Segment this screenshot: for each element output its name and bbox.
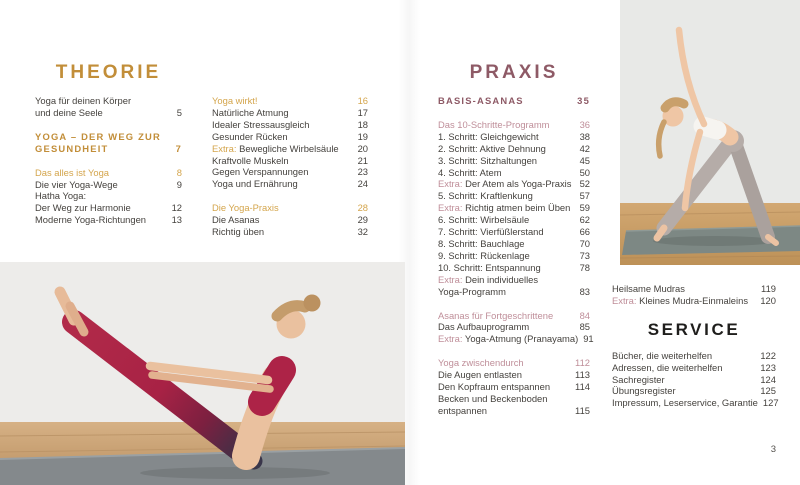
toc-entry-page: 113	[575, 369, 590, 381]
toc-entry-page: 112	[575, 357, 590, 369]
toc-entry	[612, 385, 776, 397]
toc-entry-label: 3. Schritt: Sitzhaltungen	[438, 154, 538, 166]
toc-entry	[438, 310, 590, 322]
toc-entry	[438, 357, 590, 369]
toc-entry	[438, 119, 590, 131]
toc-entry-label: Extra: Richtig atmen beim Üben	[438, 202, 571, 214]
toc-entry	[212, 178, 368, 190]
toc-entry-page: 23	[357, 166, 368, 178]
toc-entry	[612, 350, 776, 362]
toc-entry-label: 9. Schritt: Rückenlage	[438, 249, 530, 261]
toc-entry-label: entspannen	[438, 404, 488, 416]
toc-entry-label: Yoga für deinen Körper	[35, 95, 132, 106]
toc-entry-label: Extra: Der Atem als Yoga-Praxis	[438, 178, 572, 190]
toc-entry-label: Yoga und Ernährung	[212, 178, 298, 190]
toc-entry-page: 57	[579, 190, 590, 202]
toc-entry-label: Gesunder Rücken	[212, 130, 288, 142]
toc-entry-page: 8	[176, 166, 182, 178]
toc-entry	[438, 190, 590, 202]
toc-entry-page: 18	[357, 118, 368, 130]
toc-block	[612, 349, 779, 410]
toc-entry	[35, 190, 182, 202]
toc-entry-page: 120	[760, 294, 776, 306]
toc-entry-page: 45	[579, 154, 590, 166]
toc-entry-page: 70	[579, 237, 590, 249]
theorie-heading: THEORIE	[55, 62, 162, 83]
toc-entry-label: Die vier Yoga-Wege	[35, 178, 118, 190]
toc-entry-page: 35	[577, 95, 590, 106]
toc-entry	[438, 238, 590, 250]
extra-prefix: Extra:	[438, 273, 463, 285]
toc-entry	[438, 95, 590, 107]
toc-entry	[438, 143, 590, 155]
toc-entry-label: Becken und Beckenboden	[438, 392, 548, 404]
toc-entry	[438, 286, 590, 298]
toc-entry-label: Das 10-Schritte-Programm	[438, 118, 550, 130]
toc-entry-page: 115	[575, 404, 590, 416]
toc-block	[212, 202, 368, 238]
mudras-block	[612, 283, 776, 307]
toc-entry-label: Die Yoga-Praxis	[212, 202, 279, 214]
toc-entry	[212, 166, 368, 178]
service-block	[612, 349, 779, 410]
toc-entry-page: 119	[761, 283, 776, 294]
toc-entry-page: 52	[579, 178, 590, 190]
toc-entry-label: 7. Schritt: Vierfüßlerstand	[438, 226, 544, 238]
toc-entry-label: 1. Schritt: Gleichgewicht	[438, 130, 539, 142]
toc-block	[612, 283, 776, 307]
toc-entry-page: 28	[357, 202, 368, 214]
toc-entry-label: BASIS-ASANAS	[438, 95, 524, 106]
photo-triangle-pose	[620, 0, 800, 265]
toc-entry-page: 59	[579, 202, 590, 214]
toc-entry	[438, 155, 590, 167]
toc-entry-page: 123	[760, 361, 776, 373]
toc-entry	[438, 369, 590, 381]
toc-entry-label: YOGA – DER WEG ZUR	[35, 130, 161, 142]
toc-entry	[212, 131, 368, 143]
toc-entry-label: Extra: Yoga-Atmung (Pranayama)	[438, 333, 579, 345]
toc-entry-label: Übungsregister	[612, 385, 676, 397]
toc-column-praxis-1	[438, 95, 594, 429]
toc-entry	[212, 143, 368, 155]
toc-entry-label: Gegen Verspannungen	[212, 166, 309, 178]
toc-entry-page: 17	[357, 106, 368, 118]
photo-boat-pose	[0, 262, 405, 485]
toc-entry-page: 19	[357, 130, 368, 142]
toc-entry-label: Heilsame Mudras	[612, 283, 685, 294]
toc-entry-label: Yoga zwischendurch	[438, 357, 524, 369]
toc-block	[35, 95, 182, 119]
toc-entry-page: 21	[357, 154, 368, 166]
toc-entry	[212, 119, 368, 131]
toc-entry	[212, 107, 368, 119]
toc-entry	[35, 202, 182, 214]
toc-entry	[438, 405, 590, 417]
toc-entry	[438, 381, 590, 393]
toc-entry-page: 127	[762, 397, 779, 409]
extra-prefix: Extra:	[438, 178, 463, 190]
extra-prefix: Extra:	[438, 333, 463, 345]
toc-entry	[212, 95, 368, 107]
toc-block	[438, 309, 594, 346]
toc-entry-label: 4. Schritt: Atem	[438, 166, 502, 178]
toc-entry	[438, 250, 590, 262]
toc-entry-page: 36	[579, 118, 590, 130]
toc-entry-label: Das alles ist Yoga	[35, 166, 110, 178]
toc-entry	[35, 107, 182, 119]
toc-block	[438, 357, 590, 417]
toc-block	[212, 95, 368, 190]
toc-entry-page: 83	[579, 285, 590, 297]
toc-entry	[438, 178, 590, 190]
toc-entry-label: Yoga-Programm	[438, 285, 506, 297]
toc-entry-label: Adressen, die weiterhelfen	[612, 361, 723, 373]
toc-entry-label: GESUNDHEIT	[35, 142, 109, 154]
toc-entry-label: Die Asanas	[212, 214, 260, 226]
toc-entry	[35, 131, 182, 143]
toc-entry	[612, 374, 776, 386]
toc-entry-page: 42	[579, 142, 590, 154]
toc-entry-label: Richtig üben	[212, 226, 265, 238]
toc-entry-page: 91	[583, 333, 594, 345]
toc-entry-label: Extra: Kleines Mudra-Einmaleins	[612, 294, 749, 306]
extra-prefix: Extra:	[212, 142, 237, 154]
toc-entry	[438, 131, 590, 143]
toc-entry-label: 6. Schritt: Wirbelsäule	[438, 214, 530, 226]
toc-entry-page: 66	[579, 226, 590, 238]
toc-entry-label: 2. Schritt: Aktive Dehnung	[438, 142, 546, 154]
toc-entry-page: 5	[176, 106, 182, 118]
toc-entry-label: Die Augen entlasten	[438, 369, 522, 381]
toc-block	[438, 95, 590, 107]
toc-entry	[212, 226, 368, 238]
toc-entry	[438, 214, 590, 226]
toc-entry-label: 10. Schritt: Entspannung	[438, 261, 541, 273]
toc-entry	[212, 214, 368, 226]
toc-entry-page: 124	[760, 373, 776, 385]
toc-entry	[438, 226, 590, 238]
toc-entry-page: 85	[579, 321, 590, 333]
toc-entry-label: Extra: Dein individuelles	[438, 273, 539, 285]
toc-entry	[35, 95, 182, 107]
toc-entry	[212, 202, 368, 214]
toc-entry-label: und deine Seele	[35, 106, 103, 118]
toc-entry-page: 62	[579, 214, 590, 226]
praxis-heading: PRAXIS	[469, 62, 559, 83]
toc-entry-page: 32	[357, 226, 368, 238]
toc-entry-page: 84	[579, 309, 590, 321]
toc-entry	[438, 262, 590, 274]
toc-entry-page: 125	[760, 385, 776, 397]
extra-prefix: Extra:	[612, 294, 637, 306]
page-number: 3	[770, 444, 776, 455]
toc-block	[35, 167, 182, 227]
toc-entry-label: Moderne Yoga-Richtungen	[35, 214, 147, 226]
toc-entry-label: Bücher, die weiterhelfen	[612, 349, 713, 361]
toc-entry-label: Den Kopfraum entspannen	[438, 381, 551, 393]
toc-entry-page: 122	[760, 349, 776, 361]
toc-entry-label: Idealer Stressausgleich	[212, 118, 310, 130]
toc-entry	[35, 214, 182, 226]
toc-entry-page: 13	[171, 214, 182, 226]
toc-entry-page: 29	[357, 214, 368, 226]
toc-entry-page: 38	[579, 130, 590, 142]
toc-entry-page: 78	[579, 261, 590, 273]
toc-entry	[438, 393, 590, 405]
toc-entry-label: Kraftvolle Muskeln	[212, 154, 289, 166]
toc-entry-page: 12	[171, 202, 182, 214]
toc-entry	[612, 295, 776, 307]
toc-entry-label: Extra: Bewegliche Wirbelsäule	[212, 142, 339, 154]
toc-entry-label: Sachregister	[612, 373, 665, 385]
toc-entry-label: Yoga wirkt!	[212, 95, 258, 106]
toc-entry-label: Hatha Yoga:	[35, 190, 87, 202]
toc-entry	[35, 167, 182, 179]
toc-entry-page: 73	[579, 249, 590, 261]
toc-entry	[612, 397, 779, 409]
toc-entry-label: Impressum, Leserservice, Garantie	[612, 397, 758, 409]
toc-column-praxis-2	[612, 283, 779, 421]
toc-entry	[35, 179, 182, 191]
toc-block	[35, 131, 182, 155]
toc-entry	[438, 202, 590, 214]
toc-entry-page: 7	[175, 142, 182, 154]
toc-entry	[438, 321, 590, 333]
toc-entry	[438, 167, 590, 179]
toc-column-theorie-1	[35, 95, 182, 238]
extra-prefix: Extra:	[438, 202, 463, 214]
toc-entry-label: Asanas für Fortgeschrittene	[438, 309, 554, 321]
toc-block	[438, 119, 590, 298]
toc-column-theorie-2	[212, 95, 368, 250]
toc-entry-page: 16	[357, 95, 368, 106]
toc-entry-page: 50	[579, 166, 590, 178]
toc-entry-label: Der Weg zur Harmonie	[35, 202, 131, 214]
toc-entry-label: Das Aufbauprogramm	[438, 321, 530, 333]
toc-entry-label: 8. Schritt: Bauchlage	[438, 237, 525, 249]
toc-entry	[438, 274, 590, 286]
toc-entry-label: Natürliche Atmung	[212, 106, 289, 118]
toc-entry	[35, 143, 182, 155]
toc-entry-label: 5. Schritt: Kraftlenkung	[438, 190, 533, 202]
toc-entry-page: 9	[176, 178, 182, 190]
toc-entry	[612, 283, 776, 295]
toc-entry	[212, 155, 368, 167]
toc-entry-page: 24	[357, 178, 368, 190]
toc-entry	[438, 333, 594, 345]
toc-entry-page: 20	[357, 142, 368, 154]
service-heading: SERVICE	[647, 319, 741, 339]
toc-entry	[612, 362, 776, 374]
toc-entry-page: 114	[575, 381, 590, 393]
